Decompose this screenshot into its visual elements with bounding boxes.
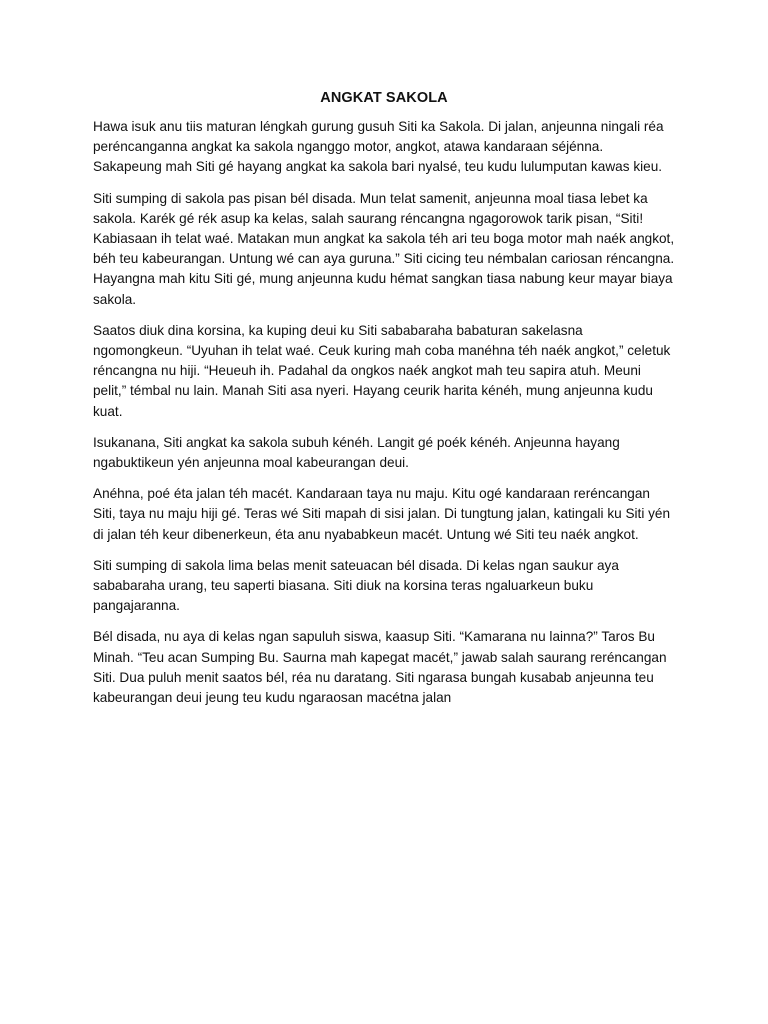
- paragraph-2: Siti sumping di sakola pas pisan bél disada. Mun telat samenit, anjeunna moal tiasa lebet ka sakola. Karék gé rék asup ka kelas, salah saurang réncangna ngagorowok tarik pisan, “Siti! Kabiasaan ih telat waé. Matakan mun angkat ka sakola téh ari teu boga motor mah naék angkot, béh teu kabeurangan. Untung wé can aya guruna.” Siti cicing teu némbalan cariosan réncangna. Hayangna mah kitu Siti gé, mung anjeunna kudu hémat sangkan tiasa nabung keur mayar biaya sakola.: [93, 190, 675, 307]
- paragraph-7: Bél disada, nu aya di kelas ngan sapuluh siswa, kaasup Siti. “Kamarana nu lainna?” Taros Bu Minah. “Teu acan Sumping Bu. Saurna mah kapegat macét,” jawab salah saurang reréncangan Siti. Dua puluh menit saatos bél, réa nu daratang. Siti ngarasa bungah kusabab anjeunna teu kabeurangan deui jeung teu kudu ngaraosan macétna jalan: [93, 629, 667, 706]
- document-title: ANGKAT SAKOLA: [320, 90, 448, 106]
- paragraph-1: Hawa isuk anu tiis maturan léngkah gurung gusuh Siti ka Sakola. Di jalan, anjeunna ningali réa peréncanganna angkat ka sakola nganggo motor, angkot, atawa kandaraan séjénna. Sakapeung mah Siti gé hayang angkat ka sakola bari nyalsé, teu kudu lulumputan kawas kieu.: [93, 119, 664, 175]
- document-page: [93, 88, 675, 719]
- paragraph-3: Saatos diuk dina korsina, ka kuping deui ku Siti sababaraha babaturan sakelasna ngomongkeun. “Uyuhan ih telat waé. Ceuk kuring mah coba manéhna téh naék angkot,” celetuk réncangna nu hiji. “Heueuh ih. Padahal da ongkos naék angkot mah teu sapira atuh. Meuni pelit,” témbal nu lain. Manah Siti asa nyeri. Hayang ceurik harita kénéh, mung anjeunna kudu kuat.: [93, 322, 671, 419]
- paragraph-6: Siti sumping di sakola lima belas menit sateuacan bél disada. Di kelas ngan saukur aya sababaraha urang, teu saperti biasana. Siti diuk na korsina teras ngaluarkeun buku pangajaranna.: [93, 557, 619, 614]
- paragraph-5: Anéhna, poé éta jalan téh macét. Kandaraan taya nu maju. Kitu ogé kandaraan reréncangan Siti, taya nu maju hiji gé. Teras wé Siti mapah di sisi jalan. Di tungtung jalan, katingali ku Siti yén di jalan téh keur dibenerkeun, éta anu nyababkeun macét. Untung wé Siti teu naék angkot.: [93, 486, 671, 542]
- paragraph-4: Isukanana, Siti angkat ka sakola subuh kénéh. Langit gé poék kénéh. Anjeunna hayang ngabuktikeun yén anjeunna moal kabeurangan deui.: [93, 434, 620, 471]
